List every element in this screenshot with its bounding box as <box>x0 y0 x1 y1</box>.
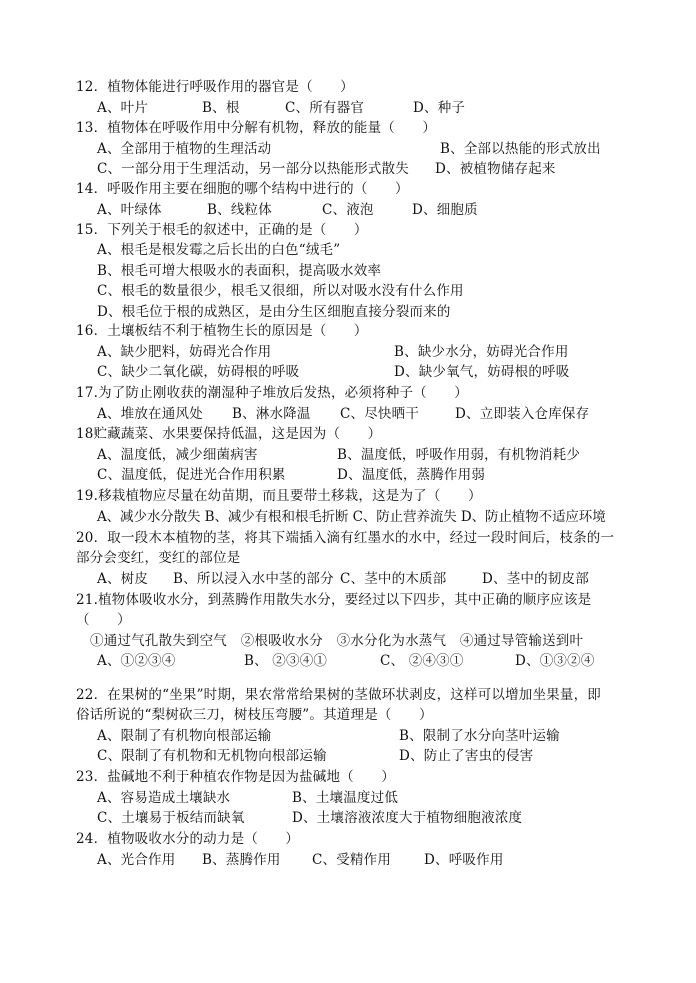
option-a: A、全部用于植物的生理活动 <box>97 141 272 157</box>
option-d: D、缺少氧气，妨碍根的呼吸 <box>394 364 570 380</box>
question-12: 12．植物体能进行呼吸作用的器官是（ ） <box>76 79 354 95</box>
option-d: D、茎中的韧皮部 <box>482 571 589 587</box>
option-b: B、根 <box>202 100 240 116</box>
options-row <box>97 200 657 220</box>
option-c: C、温度低，促进光合作用积累 <box>97 467 286 483</box>
options-row <box>97 139 657 159</box>
options-row <box>97 569 657 589</box>
option-d: D、呼吸作用 <box>424 852 504 868</box>
options-row <box>97 465 657 485</box>
option-a: A、温度低，减少细菌病害 <box>97 447 258 463</box>
question-17: 17.为了防止刚收获的潮湿种子堆放后发热，必须将种子（ ） <box>76 385 468 401</box>
question-13: 13．植物体在呼吸作用中分解有机物，释放的能量（ ） <box>76 120 437 136</box>
option-b: B、所以浸入水中茎的部分 <box>173 571 334 587</box>
question-22-cont: 俗话所说的“梨树砍三刀，树枝压弯腰”。其道理是（ ） <box>76 707 433 723</box>
option-a: A、①②③④ <box>97 653 176 669</box>
option-b: B、土壤温度过低 <box>292 790 399 806</box>
option-d: D、立即装入仓库保存 <box>455 406 590 422</box>
option-b: B、淋水降温 <box>232 406 311 422</box>
question-21-cont: （ ） <box>76 612 131 628</box>
option-c: C、根毛的数量很少，根毛又很细，所以对吸水没有什么作用 <box>97 283 464 299</box>
option-b: B、根毛可增大根吸水的表面积，提高吸水效率 <box>97 263 382 279</box>
option-a: A、光合作用 <box>97 852 176 868</box>
question-20-cont: 部分会变红，变红的部位是 <box>76 550 241 566</box>
option-d: D、被植物储存起来 <box>435 161 556 177</box>
question-16: 16．土壤板结不利于植物生长的原因是（ ） <box>76 323 368 339</box>
option-b: B、缺少水分，妨碍光合作用 <box>394 344 569 360</box>
option-c: C、所有器官 <box>285 100 365 116</box>
option-b: B、 ②③④① <box>244 653 328 669</box>
option-a: A、树皮 <box>97 571 149 587</box>
question-24: 24．植物吸收水分的动力是（ ） <box>76 831 300 847</box>
question-15: 15．下列关于根毛的叙述中，正确的是（ ） <box>76 222 368 238</box>
option-d: D、温度低，蒸腾作用弱 <box>337 467 486 483</box>
option-c: C、液泡 <box>322 202 374 218</box>
option-d: D、根毛位于根的成熟区，是由分生区细胞直接分裂而来的 <box>97 304 451 320</box>
options-row <box>97 788 657 808</box>
option-a: A、容易造成土壤缺水 <box>97 790 231 806</box>
question-22: 22．在果树的“坐果”时期，果农常常给果树的茎做环状剥皮，这样可以增加坐果量，即 <box>76 687 601 703</box>
option-c: C、缺少二氧化碳，妨碍根的呼吸 <box>97 364 300 380</box>
option-c: C、尽快晒干 <box>340 406 420 422</box>
question-20: 20．取一段木本植物的茎，将其下端插入滴有红墨水的水中，经过一段时间后，枝条的一 <box>76 530 615 546</box>
options-row <box>97 651 657 671</box>
options-row <box>97 159 657 179</box>
options-row <box>97 404 657 424</box>
option-d: D、防止了害虫的侵害 <box>399 748 534 764</box>
question-19: 19.移栽植物应尽量在幼苗期，而且要带土移栽，这是为了（ ） <box>76 488 482 504</box>
option-a: A、限制了有机物向根部运输 <box>97 728 272 744</box>
option-b: B、全部以热能的形式放出 <box>440 141 601 157</box>
option-d: D、细胞质 <box>412 202 478 218</box>
option-a: A、缺少肥料，妨碍光合作用 <box>97 344 272 360</box>
question-14: 14．呼吸作用主要在细胞的哪个结构中进行的（ ） <box>76 181 409 197</box>
option-b: B、温度低，呼吸作用弱，有机物消耗少 <box>337 447 581 463</box>
option-a: A、叶绿体 <box>97 202 162 218</box>
option-a: A、堆放在通风处 <box>97 406 203 422</box>
options-row <box>97 362 657 382</box>
option-a: A、叶片 <box>97 100 149 116</box>
option-b: B、蒸腾作用 <box>202 852 281 868</box>
option-d: D、①③②④ <box>515 653 595 669</box>
question-23: 23．盐碱地不利于种植农作物是因为盐碱地（ ） <box>76 769 395 785</box>
options-row <box>97 726 657 746</box>
steps-list: ①通过气孔散失到空气 ②根吸收水分 ③水分化为水蒸气 ④通过导管输送到叶 <box>90 633 584 649</box>
options-row <box>97 746 657 766</box>
option-c: C、受精作用 <box>312 852 392 868</box>
option-b: B、限制了水分向茎叶运输 <box>399 728 560 744</box>
option-b: B、线粒体 <box>207 202 272 218</box>
options-row <box>97 850 657 870</box>
option-c: C、土壤易于板结而缺氧 <box>97 810 245 826</box>
option-d: D、土壤溶液浓度大于植物细胞液浓度 <box>292 810 523 826</box>
options-row: A、减少水分散失 B、减少有根和根毛折断 C、防止营养流失 D、防止植物不适应环境 <box>97 509 606 525</box>
options-row <box>97 808 657 828</box>
option-c: C、 ②④③① <box>380 653 464 669</box>
option-d: D、种子 <box>413 100 466 116</box>
question-21: 21.植物体吸收水分，到蒸腾作用散失水分，要经过以下四步，其中正确的顺序应该是 <box>76 592 592 608</box>
option-a: A、根毛是根发霉之后长出的白色“绒毛” <box>97 242 341 258</box>
option-c: C、一部分用于生理活动，另一部分以热能形式散失 <box>97 161 409 177</box>
option-c: C、茎中的木质部 <box>340 571 447 587</box>
options-row <box>97 445 657 465</box>
option-c: C、限制了有机物和无机物向根部运输 <box>97 748 327 764</box>
options-row <box>97 98 657 118</box>
question-18: 18贮藏蔬菜、水果要保持低温，这是因为（ ） <box>76 426 382 442</box>
options-row <box>97 342 657 362</box>
